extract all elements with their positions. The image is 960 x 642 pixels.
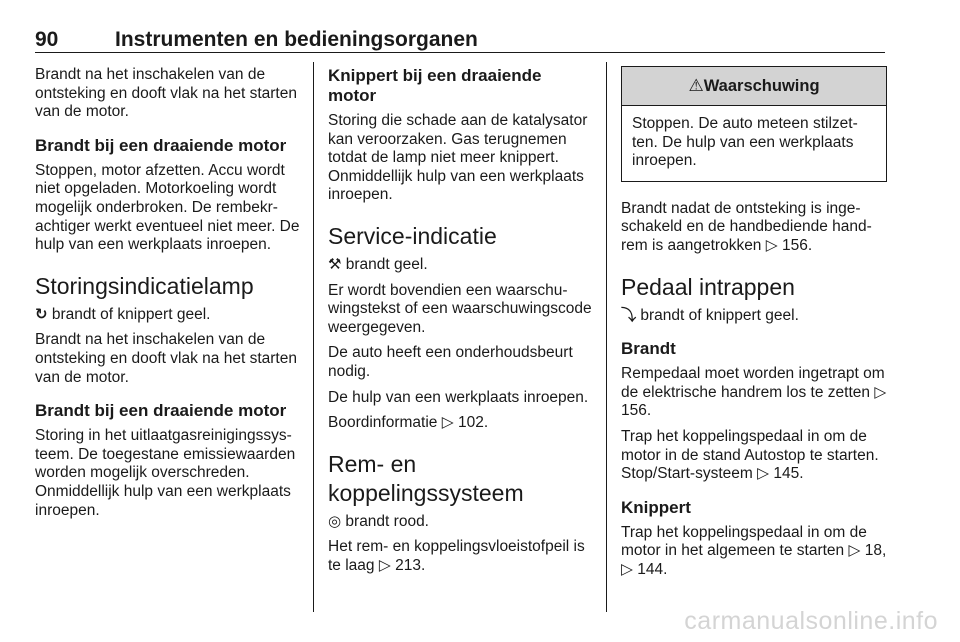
paragraph: Rempedaal moet worden ingetrapt om de elektrische handrem los te zetten ▷ 156. xyxy=(621,365,887,420)
section-heading: Knippert xyxy=(621,497,691,517)
warning-box xyxy=(621,66,887,182)
section-title: Pedaal intrappen xyxy=(621,273,795,300)
page-ref[interactable]: 213. xyxy=(395,556,426,574)
paragraph: Er wordt bovendien een waarschuwingstekst of een waarschuwingscode weergegeven. xyxy=(328,281,592,336)
paragraph: Brandt nadat de ontsteking is ingeschakeld en de handbediende handrem is aangetrokken ▷ 156. xyxy=(621,199,872,254)
paragraph: Storing die schade aan de katalysator kan veroorzaken. Gas terugnemen totdat de lamp niet meer knippert. Onmiddellijk hulp van een werkplaats inroepen. xyxy=(328,112,588,204)
paragraph: De auto heeft een onderhoudsbeurt nodig. xyxy=(328,344,573,380)
column-divider xyxy=(313,62,314,612)
section-heading: Brandt bij een draaiende motor xyxy=(35,401,287,421)
page-ref-icon: ▷ xyxy=(441,414,454,432)
warning-body: Stoppen. De auto meteen stilzetten. De hulp van een werkplaats inroepen. xyxy=(632,115,858,170)
paragraph: Boordinformatie ▷ 102. xyxy=(328,414,489,432)
column-divider xyxy=(606,62,607,612)
page-ref-icon: ▷ xyxy=(874,383,887,401)
page-ref-icon: ▷ xyxy=(621,560,633,578)
engine-warning-icon: ↻ xyxy=(35,304,48,323)
page-ref[interactable]: 144. xyxy=(637,560,668,578)
depress-pedal-icon: ⤵ xyxy=(621,305,637,324)
paragraph: ⚒ brandt geel. xyxy=(328,254,428,273)
paragraph: Trap het koppelingspedaal in om de motor in de stand Autostop te starten. Stop/Start-systeem ▷ 145. xyxy=(621,427,879,483)
paragraph: Het rem- en koppelingsvloeistofpeil is te laag ▷ 213. xyxy=(328,538,585,574)
section-heading: Brandt bij een draaiende motor xyxy=(35,135,287,155)
page-ref[interactable]: 156. xyxy=(621,402,652,420)
paragraph: De hulp van een werkplaats inroepen. xyxy=(328,388,589,406)
paragraph: Brandt na het inschakelen van de ontsteking en dooft vlak na het starten van de motor. xyxy=(35,66,297,121)
paragraph: Trap het koppelingspedaal in om de motor in het algemeen te starten ▷ 18, ▷ 144. xyxy=(621,523,887,578)
section-heading: Brandt xyxy=(621,339,676,359)
warning-title: Waarschuwing xyxy=(703,77,820,95)
column-2 xyxy=(328,66,594,583)
column-3 xyxy=(621,66,887,587)
watermark: carmanualsonline.info xyxy=(684,607,938,635)
page-ref[interactable]: 102. xyxy=(457,414,489,432)
brake-system-icon: ◎ xyxy=(328,511,342,530)
paragraph: ⤵ brandt of knippert geel. xyxy=(621,305,799,324)
page-ref-icon: ▷ xyxy=(765,236,778,254)
warning-header xyxy=(622,67,886,106)
page-ref[interactable]: 18, xyxy=(864,542,887,560)
paragraph: Stoppen, motor afzetten. Accu wordt niet opgeladen. Motorkoeling wordt mogelijk onderbroken. De rembekrachtiger werkt eventueel niet meer. De hulp van een werkplaats inroepen. xyxy=(35,161,300,254)
section-title: Service-indicatie xyxy=(328,222,497,249)
page-ref-icon: ▷ xyxy=(848,542,861,560)
paragraph: Brandt na het inschakelen van de ontsteking en dooft vlak na het starten van de motor. xyxy=(35,331,297,386)
page-number: 90 xyxy=(35,28,59,51)
column-1 xyxy=(35,66,301,527)
warning-triangle-icon: ⚠ xyxy=(688,76,704,96)
paragraph: ↻ brandt of knippert geel. xyxy=(35,304,211,323)
page-title: Instrumenten en bedieningsorganen xyxy=(115,28,478,51)
page-ref-icon: ▷ xyxy=(378,556,391,574)
page-ref[interactable]: 156. xyxy=(781,236,813,254)
section-heading: Knippert bij een draaiende motor xyxy=(328,66,542,105)
page-ref-icon: ▷ xyxy=(757,465,770,483)
page-ref[interactable]: 145. xyxy=(773,465,804,483)
section-title: Storingsindicatielamp xyxy=(35,272,254,299)
paragraph: ◎ brandt rood. xyxy=(328,511,429,530)
section-title: Rem- en koppelingssysteem xyxy=(328,450,524,506)
page-header xyxy=(35,28,885,53)
paragraph: Storing in het uitlaatgasreinigingssysteem. De toegestane emissiewaarden worden mogelijk overschreden. Onmiddellijk hulp van een werkplaats inroepen. xyxy=(35,427,296,519)
service-wrench-icon: ⚒ xyxy=(328,254,342,273)
